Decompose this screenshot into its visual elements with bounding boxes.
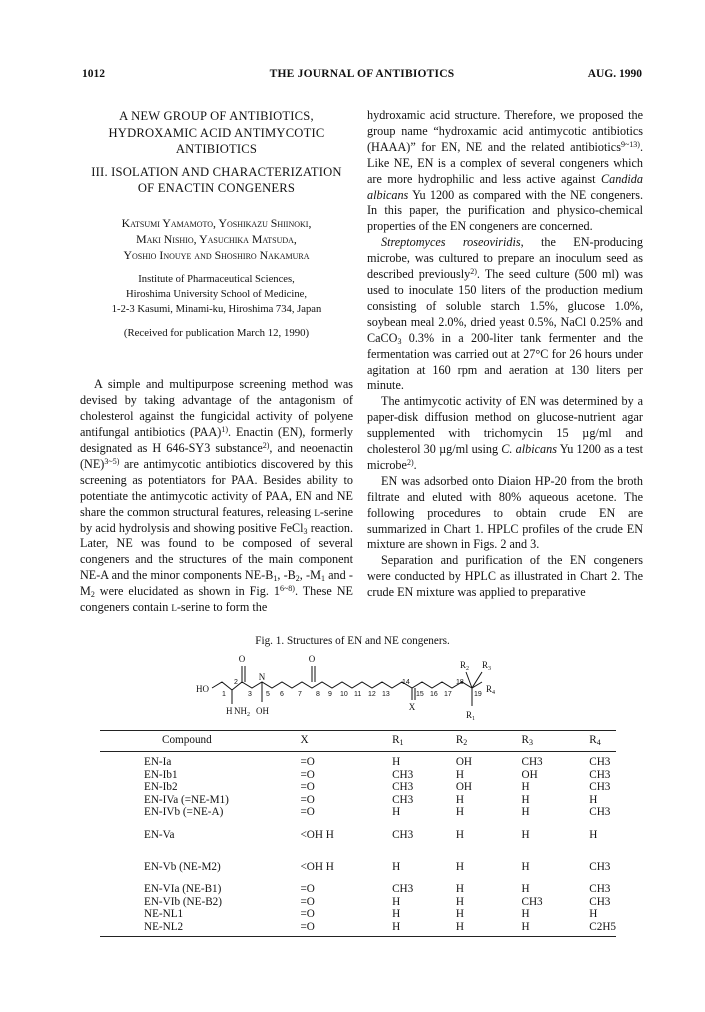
r1-cell: H <box>392 806 401 819</box>
svg-text:14: 14 <box>402 679 410 686</box>
table-row <box>100 921 616 937</box>
r2-cell: H <box>455 860 464 873</box>
svg-text:13: 13 <box>382 691 390 698</box>
title-line: A NEW GROUP OF ANTIBIOTICS, <box>119 109 314 123</box>
column-header: $R_2$ <box>456 731 522 752</box>
x-cell: =O <box>300 756 315 768</box>
svg-text:2: 2 <box>234 679 238 686</box>
r4-cell: CH3 <box>589 882 611 895</box>
table-row <box>100 908 616 921</box>
paragraph: Streptomyces roseoviridis, the EN-producing microbe, was cultured to prepare an inoculum seed as described previously$^{2)}$. The seed culture (500 ml) was used to inoculate 150 liters of the production medium consisting of soluble starch 1.5%, glucose 1.0%, soybean meal 2.0%, dried yeast 0.5%, NaCl 0.25% and CaCO$_3$ 0.3% in a 200-liter tank fermenter and the fermentation was carried out at 27°C for 26 hours under agitation at 160 rpm and aeration at 130 liters per minute. <box>367 235 643 393</box>
r1-cell: CH3 <box>392 793 414 806</box>
issue-date: AUG. 1990 <box>587 68 642 80</box>
title-line: HYDROXAMIC ACID ANTIMYCOTIC <box>108 125 325 140</box>
r4-cell: CH3 <box>589 860 611 873</box>
svg-text:3: 3 <box>248 691 252 698</box>
subtitle-line: III. ISOLATION AND CHARACTERIZATION <box>91 164 342 179</box>
x-cell: <OH H <box>300 828 334 841</box>
x-cell: =O <box>300 895 315 908</box>
r2-cell: H <box>455 768 464 781</box>
svg-text:O: O <box>308 654 316 664</box>
r4-cell: H <box>589 908 598 921</box>
r4-cell: CH3 <box>589 806 611 819</box>
svg-text:R4: $R_4$ <box>486 684 496 696</box>
svg-text:16: 16 <box>430 691 438 698</box>
svg-text:O: O <box>238 654 246 664</box>
r1-cell: H <box>392 908 401 921</box>
svg-text:18: 18 <box>456 679 464 686</box>
r3-cell: H <box>521 882 530 895</box>
r2-cell: H <box>455 793 464 806</box>
r2-cell: H <box>455 895 464 908</box>
journal-name: THE JOURNAL OF ANTIBIOTICS <box>269 68 455 80</box>
table-row <box>100 851 616 883</box>
r3-cell: CH3 <box>521 756 543 768</box>
compound-cell: EN-IVa (=NE-M1) <box>144 793 229 806</box>
svg-text:1: 1 <box>222 691 226 698</box>
table-row <box>100 806 616 819</box>
svg-text:R2: $R_2$ <box>460 660 470 672</box>
r2-cell: H <box>456 921 522 937</box>
r2-cell: H <box>455 828 464 841</box>
column-header: $R_3$ <box>522 731 590 752</box>
r1-cell: CH3 <box>392 768 414 781</box>
article-title <box>80 108 353 197</box>
x-cell: =O <box>300 806 315 819</box>
x-cell: =O <box>300 781 315 794</box>
svg-text:17: 17 <box>444 691 452 698</box>
compound-cell: EN-Ib2 <box>144 781 178 794</box>
x-cell: <OH H <box>300 860 334 873</box>
affiliation-line: Hiroshima University School of Medicine, <box>126 288 307 300</box>
r4-cell: H <box>589 828 598 841</box>
svg-text:6: 6 <box>280 691 284 698</box>
r4-cell: CH3 <box>589 768 611 781</box>
column-header: Compound <box>100 731 300 752</box>
author-line: Yoshio Inouye and Shoshiro Nakamura <box>123 247 310 262</box>
r3-cell: CH3 <box>521 895 543 908</box>
table-row <box>100 752 616 769</box>
r4-cell: C2H5 <box>589 921 616 937</box>
svg-text:OH: OH <box>256 706 269 716</box>
affiliation-line: Institute of Pharmaceutical Sciences, <box>138 273 295 285</box>
r3-cell: H <box>521 781 530 794</box>
figure-caption: Fig. 1. Structures of EN and NE congeners. <box>255 635 450 647</box>
congener-table <box>100 730 616 937</box>
paragraph: hydroxamic acid structure. Therefore, we proposed the group name “hydroxamic acid antimycotic antibiotics (HAAA)” for EN, NE and the related antibiotics$^{9\sim 13)}$. Like NE, EN is a complex of several congeners which are more hydrophilic and less active against Candida albicans Yu 1200 as compared with the NE congeners. In this paper, the purification and physico-chemical properties of the EN congeners are concerned. <box>367 108 643 234</box>
r2-cell: H <box>455 908 464 921</box>
compound-cell: EN-Va <box>144 828 175 841</box>
compound-cell: EN-IVb (=NE-A) <box>144 806 224 819</box>
affiliation-line: 1-2-3 Kasumi, Minami-ku, Hiroshima 734, Japan <box>111 303 322 315</box>
paragraph: Separation and purification of the EN congeners were conducted by HPLC as illustrated in Chart 2. The crude EN mixture was applied to preparative <box>367 553 643 600</box>
svg-text:H: H <box>226 706 233 716</box>
table-header-row <box>100 731 616 752</box>
svg-text:9: 9 <box>328 691 332 698</box>
x-cell: =O <box>300 908 315 921</box>
r3-cell: H <box>521 806 530 819</box>
svg-text:19: 19 <box>474 691 482 698</box>
page-number: 1012 <box>82 68 105 80</box>
running-header <box>82 68 642 84</box>
compound-cell: EN-Ia <box>144 756 172 768</box>
svg-text:10: 10 <box>340 691 348 698</box>
svg-text:R3: $R_3$ <box>482 660 492 672</box>
svg-text:HO: HO <box>196 684 209 694</box>
r4-cell: H <box>589 793 598 806</box>
r3-cell: H <box>521 908 530 921</box>
r4-cell: CH3 <box>589 756 611 768</box>
column-header: $R_4$ <box>589 731 616 752</box>
x-cell: =O <box>300 768 315 781</box>
x-cell: =O <box>300 921 392 937</box>
title-line: ANTIBIOTICS <box>175 142 258 156</box>
affiliation <box>80 272 353 317</box>
compound-cell: EN-Vb (NE-M2) <box>144 860 221 873</box>
chemical-structure <box>190 652 530 732</box>
right-column <box>367 108 643 601</box>
svg-text:X: X <box>408 702 416 712</box>
subtitle-line: OF ENACTIN CONGENERS <box>137 181 296 195</box>
r2-cell: H <box>455 806 464 819</box>
paragraph: A simple and multipurpose screening method was devised by taking advantage of the antagonism of cholesterol against the fungicidal activity of polyene antifungal antibiotics (PAA)$^{1)}$. Enactin (EN), formerly designated as H 646-SY3 substance$^{2)}$, and neoenactin (NE)$^{3\sim 5)}$ are antimycotic antibiotics discovered by this screening as potentiators for PAA. Besides ability to potentiate the antimycotic activity of PAA, EN and NE share the common structural features, releasing l-serine by acid hydrolysis and showing positive FeCl$_3$ reaction. Later, NE was found to be composed of several congeners and the structures of the main component NE-A and the minor components $NE-B_1$, $-B_2$, $-M_1$ and $-M_2$ were elucidated as shown in Fig. $1^{6\sim 8)}$. These NE congeners contain l-serine to form the <box>80 377 354 615</box>
table-row <box>100 896 616 909</box>
r2-cell: OH <box>455 756 472 768</box>
r4-cell: CH3 <box>589 895 611 908</box>
table-row <box>100 794 616 807</box>
r2-cell: H <box>455 882 464 895</box>
r1-cell: H <box>392 895 401 908</box>
r2-cell: OH <box>455 781 472 794</box>
svg-text:N: N <box>258 672 266 682</box>
compound-cell: NE-NL1 <box>144 908 184 921</box>
received-date: (Received for publication March 12, 1990) <box>123 326 310 339</box>
author-line: Katsumi Yamamoto, Yoshikazu Shiinoki, <box>121 215 312 230</box>
r1-cell: CH3 <box>392 781 414 794</box>
left-column <box>80 108 353 616</box>
compound-cell: EN-VIb (NE-B2) <box>144 895 222 908</box>
compound-cell: NE-NL2 <box>100 921 300 937</box>
column-header: $R_1$ <box>392 731 456 752</box>
r1-cell: CH3 <box>392 828 414 841</box>
paragraph: The antimycotic activity of EN was determined by a paper-disk diffusion method on glucose-nutrient agar supplemented with trichomycin 15 µg/ml and cholesterol 30 µg/ml using C. albicans Yu 1200 as a test microbe$^{2)}$. <box>367 394 644 472</box>
r4-cell: CH3 <box>589 781 611 794</box>
author-list <box>80 215 353 263</box>
r3-cell: H <box>521 828 530 841</box>
paragraph: EN was adsorbed onto Diaion HP-20 from the broth filtrate and eluted with 80% aqueous acetone. The following procedures to obtain crude EN are summarized in Chart 1. HPLC profiles of the crude EN mixture are shown in Figs. 2 and 3. <box>367 473 643 552</box>
r1-cell: H <box>392 860 401 873</box>
svg-text:R1: $R_1$ <box>466 710 476 722</box>
r1-cell: H <box>392 756 401 768</box>
x-cell: =O <box>300 793 315 806</box>
table-row <box>100 883 616 896</box>
r1-cell: CH3 <box>392 882 414 895</box>
table-row <box>100 769 616 782</box>
svg-text:NH2: $NH_2$ <box>234 706 250 718</box>
r3-cell: H <box>521 860 530 873</box>
svg-text:5: 5 <box>266 691 270 698</box>
svg-text:8: 8 <box>316 691 320 698</box>
svg-text:11: 11 <box>354 691 362 698</box>
x-cell: =O <box>300 882 315 895</box>
svg-text:7: 7 <box>298 691 302 698</box>
r3-cell: OH <box>521 768 538 781</box>
svg-text:12: 12 <box>368 691 376 698</box>
compound-cell: EN-Ib1 <box>144 768 178 781</box>
author-line: Maki Nishio, Yasuchika Matsuda, <box>136 231 297 246</box>
table-row <box>100 781 616 794</box>
compound-cell: EN-VIa (NE-B1) <box>144 882 222 895</box>
body-text-left <box>80 377 353 616</box>
column-header: X <box>300 731 392 752</box>
r3-cell: H <box>521 793 530 806</box>
r1-cell: H <box>392 921 456 937</box>
table-row <box>100 819 616 851</box>
r3-cell: H <box>522 921 590 937</box>
svg-text:15: 15 <box>416 691 424 698</box>
